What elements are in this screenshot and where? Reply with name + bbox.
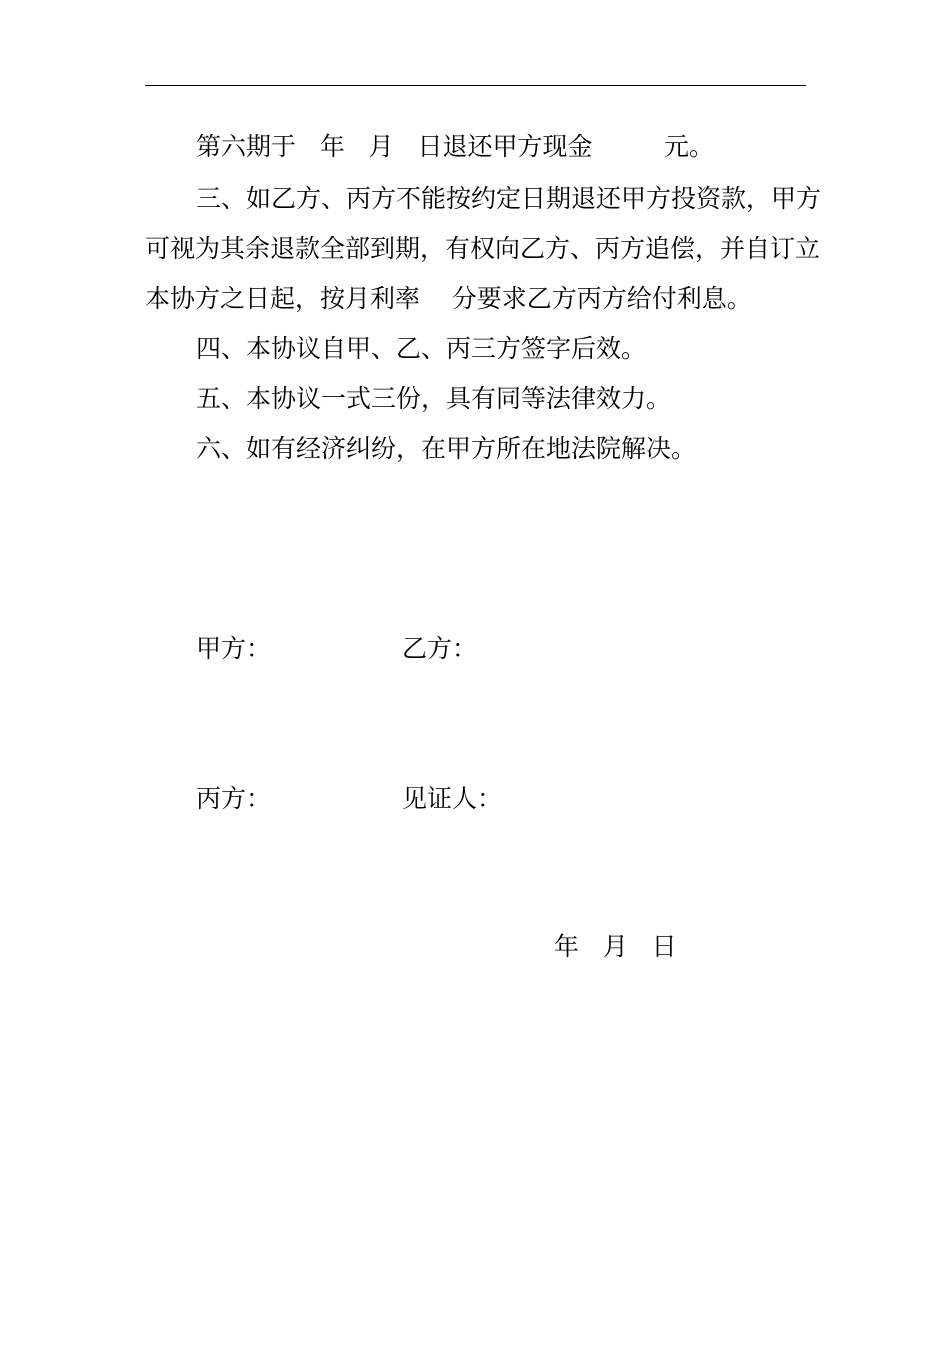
clause-sixth-installment: 第六期于 年 月 日退还甲方现金 元。 (196, 132, 715, 161)
clause-five: 五、本协议一式三份，具有同等法律效力。 (196, 384, 672, 413)
signature-witness: 见证人： (402, 784, 503, 813)
clause-six: 六、如有经济纠纷，在甲方所在地法院解决。 (196, 434, 697, 463)
clause-four: 四、本协议自甲、乙、丙三方签字后效。 (196, 334, 647, 363)
signature-party-c: 丙方： (196, 784, 272, 813)
clause-three-line-2: 可视为其余退款全部到期，有权向乙方、丙方追偿，并自订立 (145, 234, 821, 263)
clause-three-line-3: 本协方之日起，按月利率 分要求乙方丙方给付利息。 (145, 284, 752, 313)
signature-party-a: 甲方： (196, 634, 272, 663)
signature-party-b: 乙方： (402, 634, 478, 663)
clause-three-line-1: 三、如乙方、丙方不能按约定日期退还甲方投资款，甲方 (196, 184, 822, 213)
header-rule (145, 85, 806, 86)
signing-date: 年 月 日 (554, 932, 677, 961)
